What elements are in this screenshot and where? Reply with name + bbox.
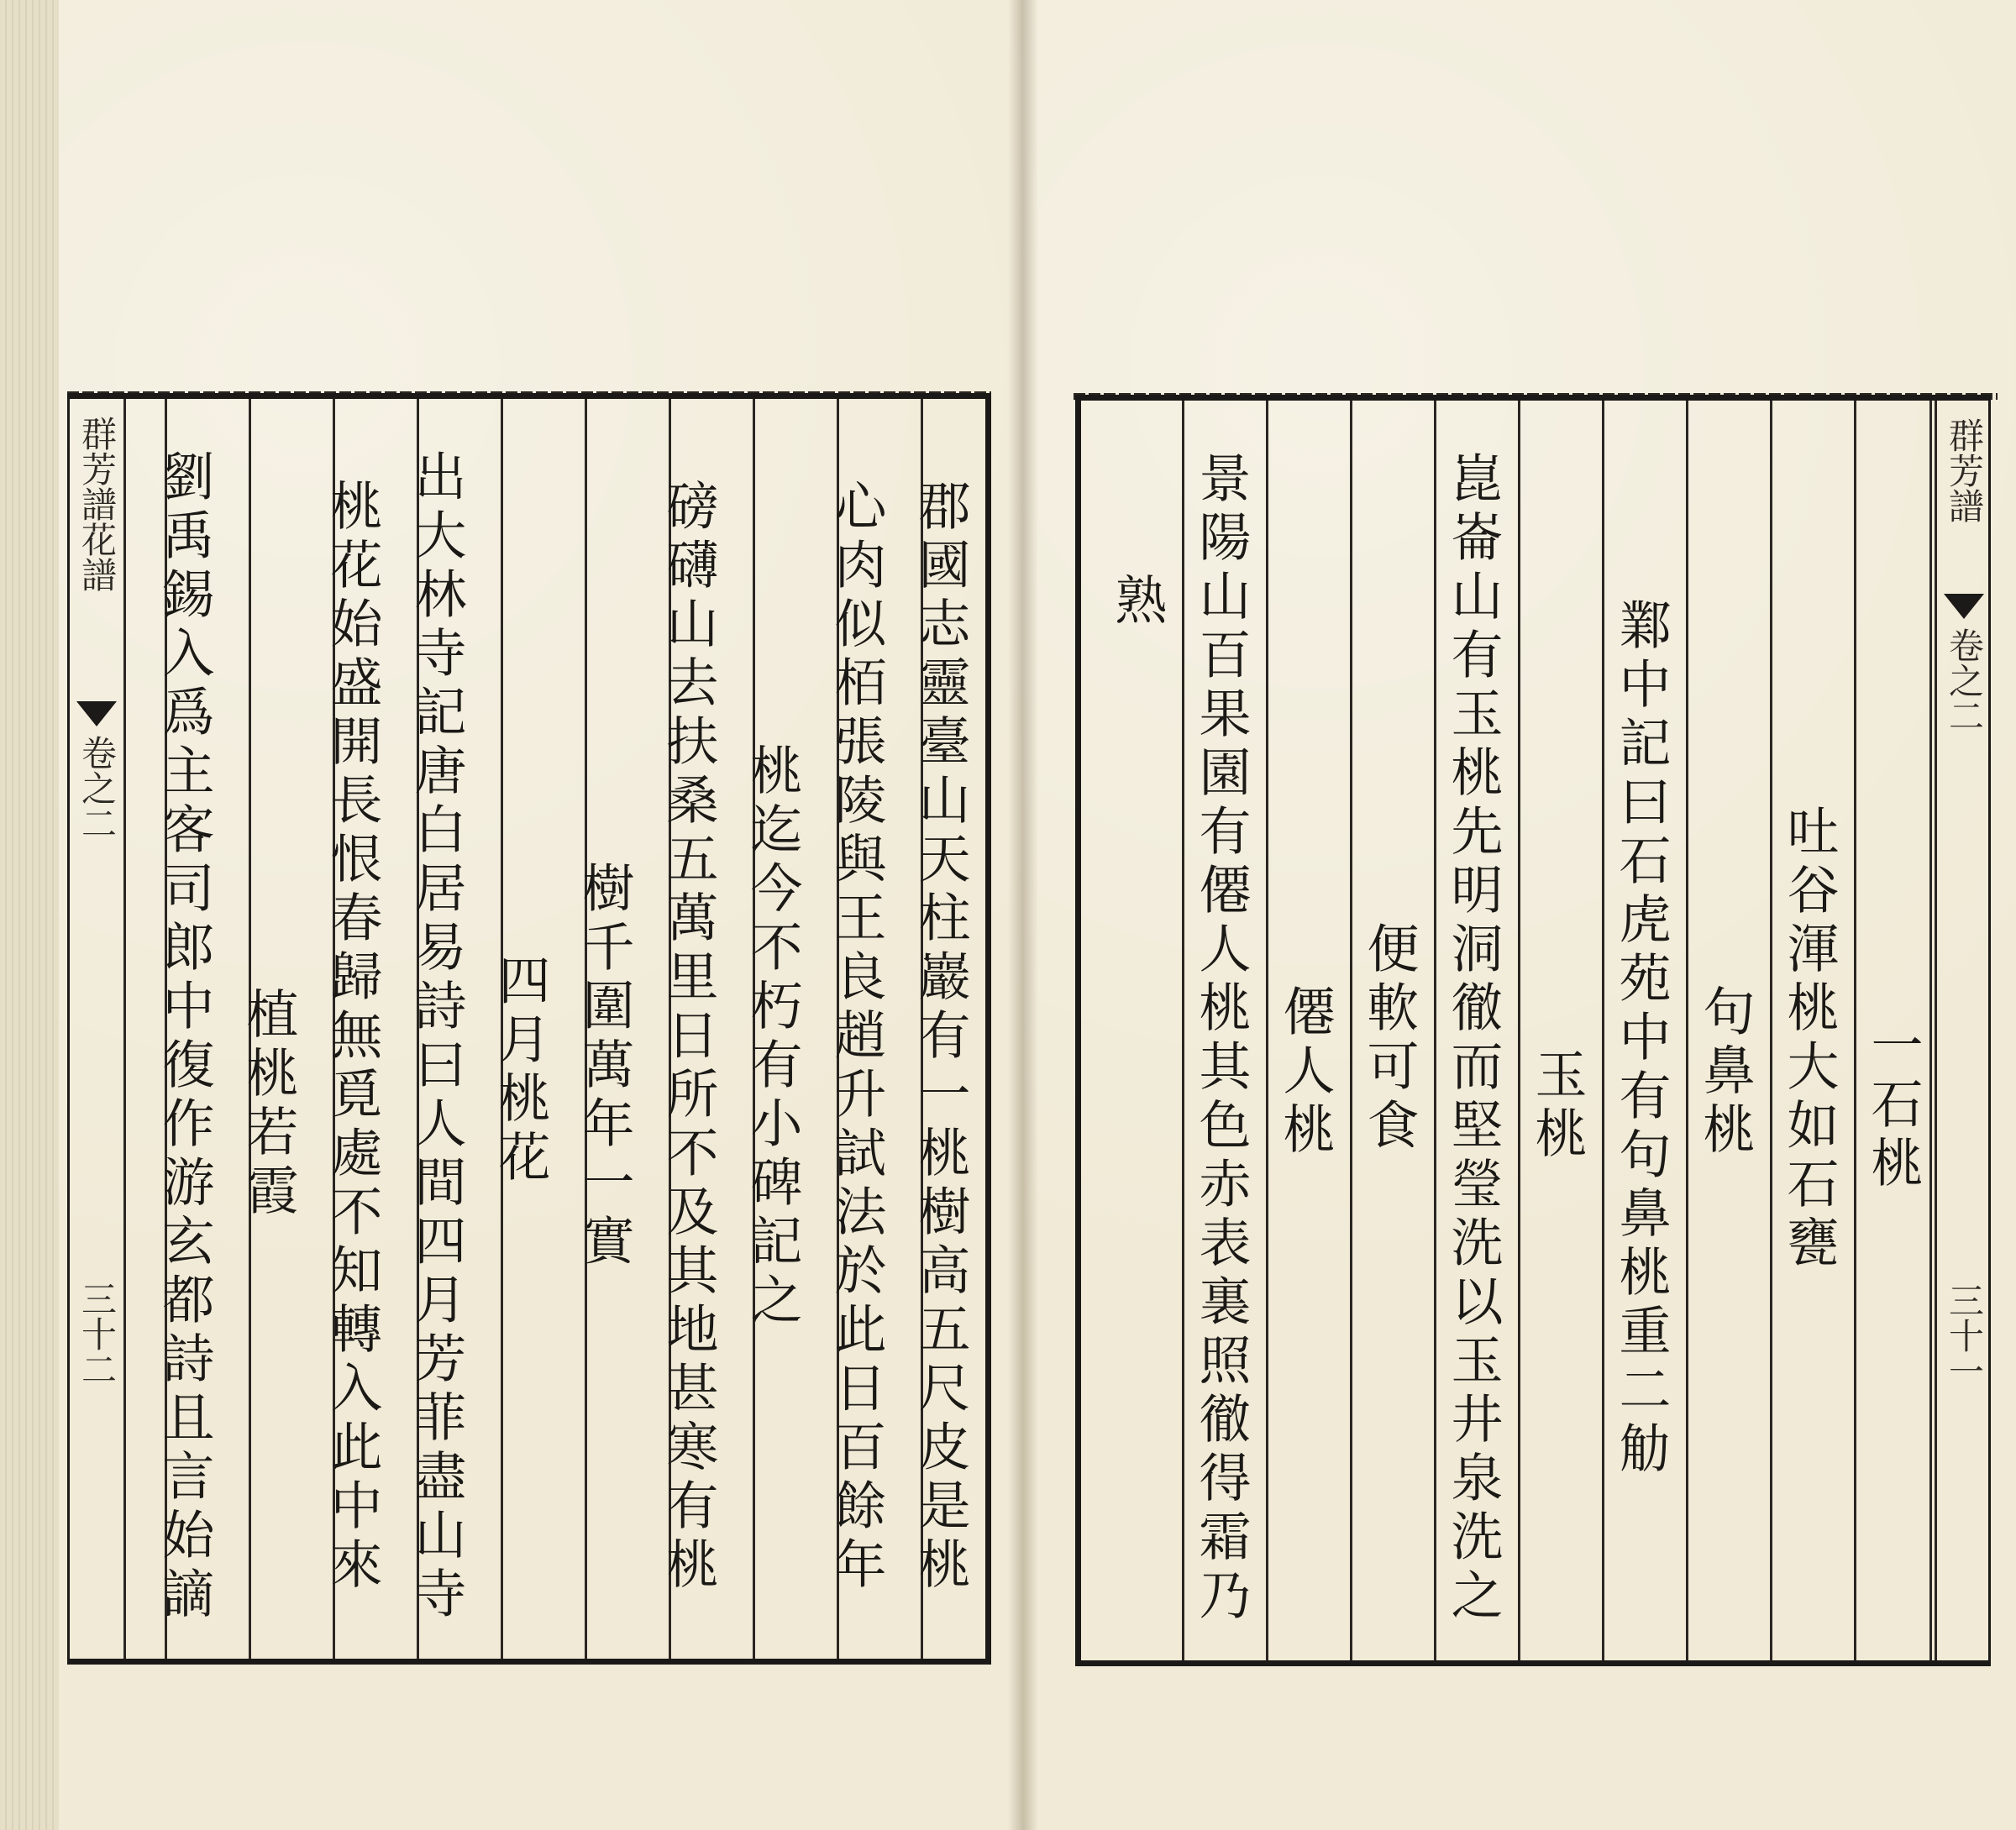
- text-column: 崑崙山有玉桃先明洞徹而堅瑩洗以玉井泉洗之: [1442, 451, 1504, 1627]
- fishtail-mark: [76, 701, 117, 726]
- page-stack-edge: [0, 0, 59, 1830]
- text-column: 桃花始盛開長恨春歸無覓處不知轉入此中來: [322, 479, 383, 1596]
- text-column: 郡國志靈臺山天柱巖有一桃樹高五尺皮是桃: [910, 479, 971, 1596]
- text-column: 玉桃: [1526, 1047, 1588, 1165]
- right-band-title: 群芳譜: [1944, 417, 1985, 523]
- text-column: 磅礴山去扶桑五萬里日所不及其地甚寒有桃: [658, 479, 719, 1596]
- text-column: 一石桃: [1862, 1018, 1924, 1194]
- text-column: 心肉似栢張陵與王良趙升試法於此日百餘年: [826, 479, 887, 1596]
- text-column: 便軟可食: [1358, 921, 1420, 1156]
- text-column: 四月桃花: [490, 953, 551, 1188]
- right-text-frame: [1075, 395, 1991, 1666]
- text-column: 出大林寺記唐白居易詩曰人間四月芳菲盡山寺: [406, 449, 467, 1625]
- text-column: 景陽山百果園有僊人桃其色赤表裏照徹得霜乃: [1190, 451, 1252, 1627]
- text-column: 熟: [1106, 573, 1168, 632]
- left-band-title: 群芳譜花譜: [76, 416, 118, 592]
- right-center-band: [1935, 401, 1991, 1660]
- fishtail-mark: [1944, 594, 1984, 619]
- text-column: 劉禹錫入爲主客司郎中復作游玄都詩且言始謫: [154, 449, 215, 1625]
- text-column: 植桃若霞: [238, 987, 299, 1222]
- text-column: 樹千圍萬年一實: [574, 861, 635, 1272]
- right-page: [1023, 0, 2016, 1830]
- right-band-page-number: 三十一: [1944, 1282, 1985, 1388]
- right-band-volume: 卷之二: [1944, 627, 1985, 733]
- left-band-page-number: 三十二: [76, 1281, 118, 1387]
- left-center-band: [70, 399, 126, 1659]
- text-column: 桃迄今不朽有小碑記之: [742, 743, 803, 1331]
- text-column: 吐谷渾桃大如石甕: [1778, 804, 1840, 1274]
- text-column: 鄴中記曰石虎苑中有句鼻桃重二觔: [1610, 598, 1672, 1480]
- book-gutter: [1008, 0, 1038, 1830]
- left-band-volume: 卷之二: [76, 735, 118, 841]
- text-column: 句鼻桃: [1694, 984, 1756, 1161]
- left-text-frame: [67, 393, 991, 1665]
- text-column: 僊人桃: [1274, 984, 1336, 1161]
